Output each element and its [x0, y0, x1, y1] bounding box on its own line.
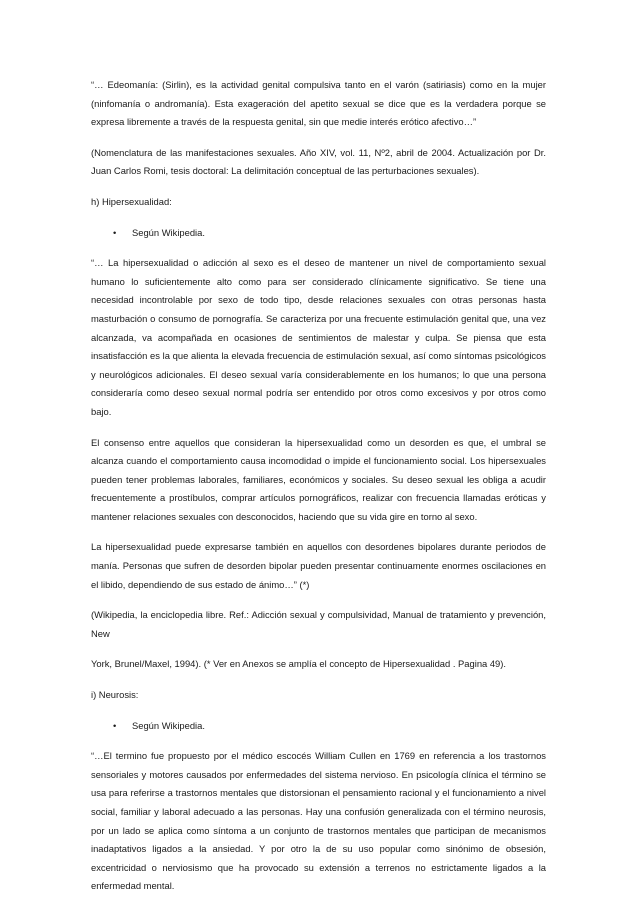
quote-edeomania: “… Edeomanía: (Sirlin), es la actividad genital compulsiva tanto en el varón (satiriasis) como en la mujer (ninfomanía o andromanía). Esta exageración del apetito sexual se dice que es la verdadera porque se expresa libremente a través de la respuesta genital, sin que medie interés erótico afectivo…” [91, 79, 546, 128]
citation-wikipedia: (Wikipedia, la enciclopedia libre. Ref.: Adicción sexual y compulsividad, Manual de tratamiento y prevención, New [91, 609, 546, 639]
section-heading-neurosis: i) Neurosis: [91, 689, 139, 701]
paragraph-bipolar: La hipersexualidad puede expresarse también en aquellos con desordenes bipolares durante periodos de manía. Personas que sufren de desorden bipolar pueden presentar continuamente enormes oscilaciones en el libido, dependiendo de sus estado de ánimo…” (*) [91, 541, 546, 590]
bullet-icon: • [113, 226, 117, 238]
bullet-icon: • [113, 719, 117, 731]
quote-neurosis: “…El termino fue propuesto por el médico escocés William Cullen en 1769 en referencia a los trastornos sensoriales y motores causados por enfermedades del sistema nervioso. En psicología clínica el término se usa para referirse a trastornos mentales que distorsionan el pensamiento racional y el funcionamiento a nivel social, familiar y laboral adecuado a las personas. Hay una confusión generalizada con el término neurosis, por un lado se aplica como síntoma a un conjunto de trastornos mentales que participan de mecanismos inadaptativos ligados a la ansiedad. Y por otro la de su uso popular como sinónimo de obsesión, excentricidad o nerviosismo que ha provocado su extensión a terrenos no estrictamente ligados a la enfermedad mental. [91, 750, 546, 892]
bullet-text: Según Wikipedia. [132, 226, 205, 238]
citation-nomenclatura: (Nomenclatura de las manifestaciones sexuales. Año XIV, vol. 11, Nº2, abril de 2004. Actualización por Dr. Juan Carlos Romi, tesis doctoral: La delimitación conceptual de las perturbaciones sexuales). [91, 146, 546, 177]
bullet-item-wikipedia-1 [91, 224, 546, 243]
paragraph-consenso: El consenso entre aquellos que consideran la hipersexualidad como un desorden es que, el umbral se alcanza cuando el comportamiento causa incomodidad o impide el funcionamiento social. Los hipersexuales pueden tener problemas laborales, familiares, económicos y sociales. Su deseo sexual les obliga a acudir frecuentemente a prostíbulos, comprar artículos pornográficos, realizar con frecuencia llamadas eróticas y mantener relaciones sexuales con desconocidos, haciendo que su vida gire en torno al sexo. [91, 436, 546, 522]
citation-wikipedia-cont: York, Brunel/Maxel, 1994). (* Ver en Anexos se amplía el concepto de Hipersexualidad . Pagina 49). [91, 658, 507, 670]
document-page [91, 76, 546, 908]
section-heading-hipersexualidad: h) Hipersexualidad: [91, 195, 172, 207]
bullet-item-wikipedia-2 [91, 717, 546, 736]
quote-hipersexualidad: “… La hipersexualidad o adicción al sexo es el deseo de mantener un nivel de comportamiento sexual humano lo suficientemente alto como para ser considerado clínicamente significativo. Se tiene una necesidad incontrolable por sexo de todo tipo, desde relaciones sexuales con otras personas hasta masturbación o consumo de pornografía. Se caracteriza por una frecuente estimulación genital que, una vez alcanzada, va acompañada en ocasiones de sentimientos de malestar y culpa. Se piensa que esta insatisfacción es la que alienta la elevada frecuencia de estimulación sexual, así como síntomas psicológicos y neurológicos adicionales. El deseo sexual varía considerablemente en los humanos; lo que una persona consideraría como deseo sexual normal podría ser entendido por otros como excesivos y por otros como bajo. [91, 257, 546, 417]
bullet-text: Según Wikipedia. [132, 719, 205, 731]
